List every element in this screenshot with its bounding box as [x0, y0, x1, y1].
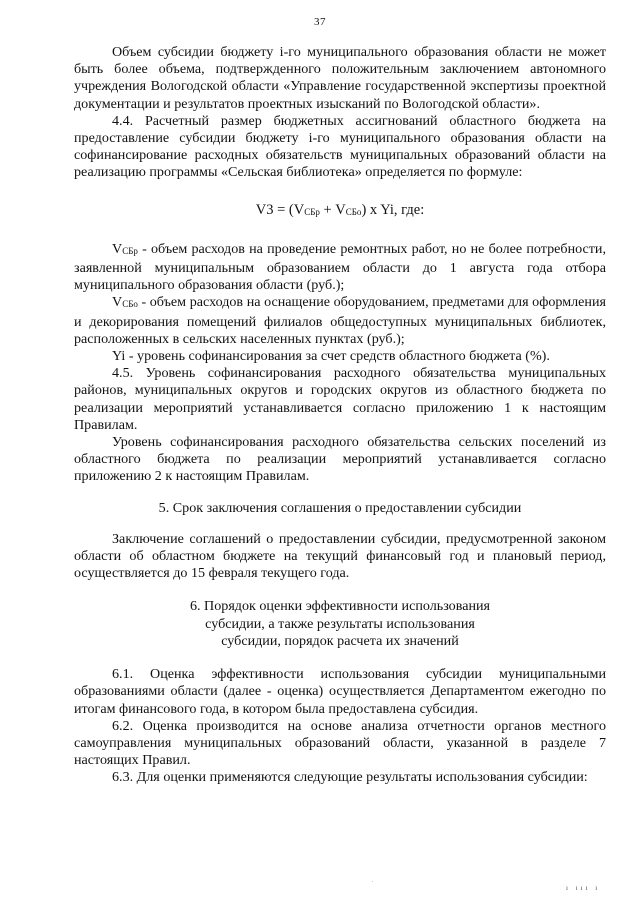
section-5-heading: 5. Срок заключения соглашения о предоставлении субсидии: [158, 499, 522, 516]
definition-vsbo-text: - объем расходов на оснащение оборудованием, предметами для оформления и декорирования помещений филиалов общедоступных муниципальных библиотек, расположенных в сельских населенных пунктах (руб.);: [74, 294, 606, 347]
formula: [74, 202, 606, 221]
definition-vsbr: [74, 241, 606, 295]
paragraph-6-1: 6.1. Оценка эффективности использования субсидии муниципальными образованиями области (далее - оценка) осуществляется Департаментом ежегодно по итогам финансового года, в котором была предоставлена субсидия.: [74, 666, 606, 717]
definition-vsbo-symbol: V: [112, 294, 123, 311]
scan-footer-marks: ı ııı ı: [566, 884, 601, 892]
formula-plus: + V: [319, 201, 346, 218]
paragraph-rural-settlements: Уровень софинансирования расходного обязательства сельских поселений из областного бюджета по реализации мероприятий устанавливается согласно приложению 2 к настоящим Правилам.: [74, 434, 606, 485]
paragraph-6-3: 6.3. Для оценки применяются следующие результаты использования субсидии:: [112, 769, 588, 786]
section-6-heading: [74, 598, 606, 650]
paragraph-subsidy-volume: Объем субсидии бюджету i-го муниципального образования области не может быть более объема, подтвержденного положительным заключением автономного учреждения Вологодской области «Управление государственной экспертизы проектной документации и результатов проектных изысканий по Вологодской области».: [74, 44, 606, 112]
section-6-heading-line-2: субсидии, а также результаты использования: [205, 615, 475, 632]
page-number: 37: [314, 16, 326, 28]
paragraph-4-5: 4.5. Уровень софинансирования расходного обязательства муниципальных районов, муниципальных округов и городских округов из областного бюджета по реализации мероприятий устанавливается согласно приложению 1 к настоящим Правилам.: [74, 365, 606, 433]
formula-sub-vsbr: СБр: [304, 206, 320, 217]
definition-vsbo: [74, 294, 606, 348]
scan-artifact-dot: .: [372, 878, 374, 884]
definition-vsbo-sub: СБо: [122, 299, 138, 310]
paragraph-6-2: 6.2. Оценка производится на основе анализа отчетности органов местного самоуправления муниципальных образований области, указанной в разделе 7 настоящих Правил.: [74, 717, 606, 769]
definition-vsbr-symbol: V: [112, 240, 123, 257]
paragraph-section-5: Заключение соглашений о предоставлении субсидии, предусмотренной законом области об областном бюджете на текущий финансовый год и плановый период, осуществляется до 15 февраля текущего года.: [74, 530, 606, 582]
section-6-heading-line-1: 6. Порядок оценки эффективности использования: [189, 598, 491, 615]
formula-lhs: V3 = (V: [255, 201, 305, 218]
section-6-heading-line-3: субсидии, порядок расчета их значений: [221, 632, 459, 649]
paragraph-4-4: 4.4. Расчетный размер бюджетных ассигнований областного бюджета на предоставление субсидии бюджету i-го муниципального образования области на софинансирование расходных обязательств муниципальных образований области на реализацию программы «Сельская библиотека» определяется по формуле:: [74, 112, 606, 181]
definition-yi: Yi - уровень софинансирования за счет средств областного бюджета (%).: [112, 348, 550, 365]
document-body: [74, 44, 606, 787]
definition-vsbr-text: - объем расходов на проведение ремонтных работ, но не более потребности, заявленной муниципальным образованием области до 1 августа года отбора муниципального образования области (руб.);: [74, 240, 606, 294]
definition-vsbr-sub: СБр: [122, 245, 138, 256]
formula-sub-vsbo: СБо: [345, 206, 362, 217]
formula-rhs: ) x Yi, где:: [361, 201, 425, 218]
